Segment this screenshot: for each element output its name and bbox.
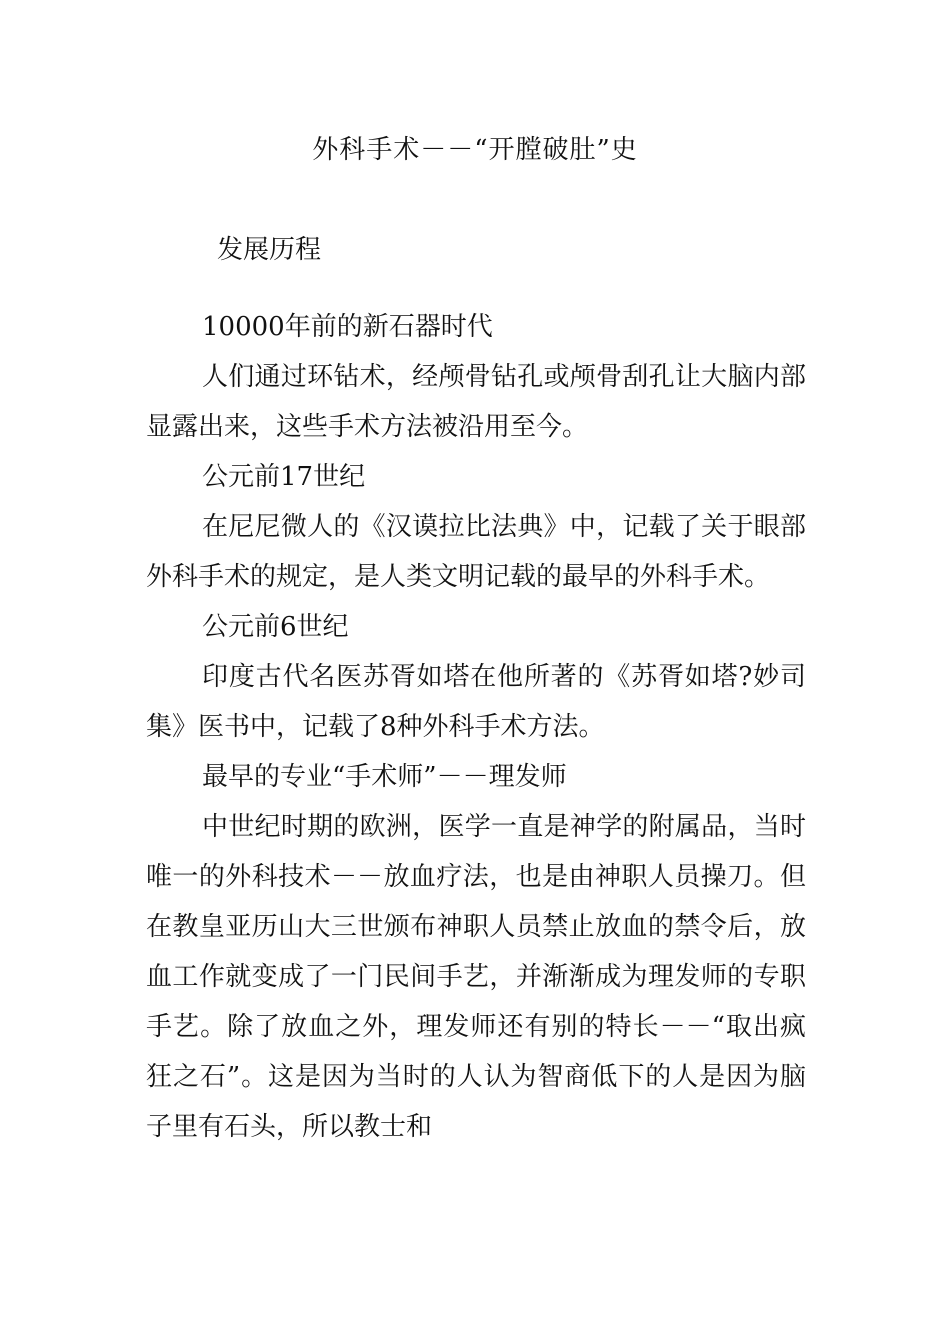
- paragraph-era-6th-century-bc: 公元前6世纪: [202, 612, 349, 642]
- paragraph-sushruta: 印度古代名医苏胥如塔在他所著的《苏胥如塔?妙司集》医书中，记载了8种外科手术方法。: [146, 662, 806, 742]
- paragraph-trepanation: 人们通过环钻术，经颅骨钻孔或颅骨刮孔让大脑内部显露出来，这些手术方法被沿用至今。: [146, 362, 806, 442]
- section-heading: 发展历程: [217, 235, 322, 265]
- document-body: [146, 302, 806, 1152]
- paragraph-era-17th-century-bc: 公元前17世纪: [202, 462, 366, 492]
- document-title: 外科手术－－“开膛破肚”史: [312, 135, 638, 165]
- paragraph-barber-surgeon-heading: 最早的专业“手术师”－－理发师: [202, 762, 567, 792]
- paragraph-era-neolithic: 10000年前的新石器时代: [202, 312, 493, 342]
- paragraph-medieval-europe: 中世纪时期的欧洲，医学一直是神学的附属品，当时唯一的外科技术－－放血疗法，也是由神职人员操刀。但在教皇亚历山大三世颁布神职人员禁止放血的禁令后，放血工作就变成了一门民间手艺，并渐渐成为理发师的专职手艺。除了放血之外，理发师还有别的特长－－“取出疯狂之石”。这是因为当时的人认为智商低下的人是因为脑子里有石头，所以教士和: [146, 812, 806, 1142]
- paragraph-hammurabi-code: 在尼尼微人的《汉谟拉比法典》中，记载了关于眼部外科手术的规定，是人类文明记载的最早的外科手术。: [146, 512, 806, 592]
